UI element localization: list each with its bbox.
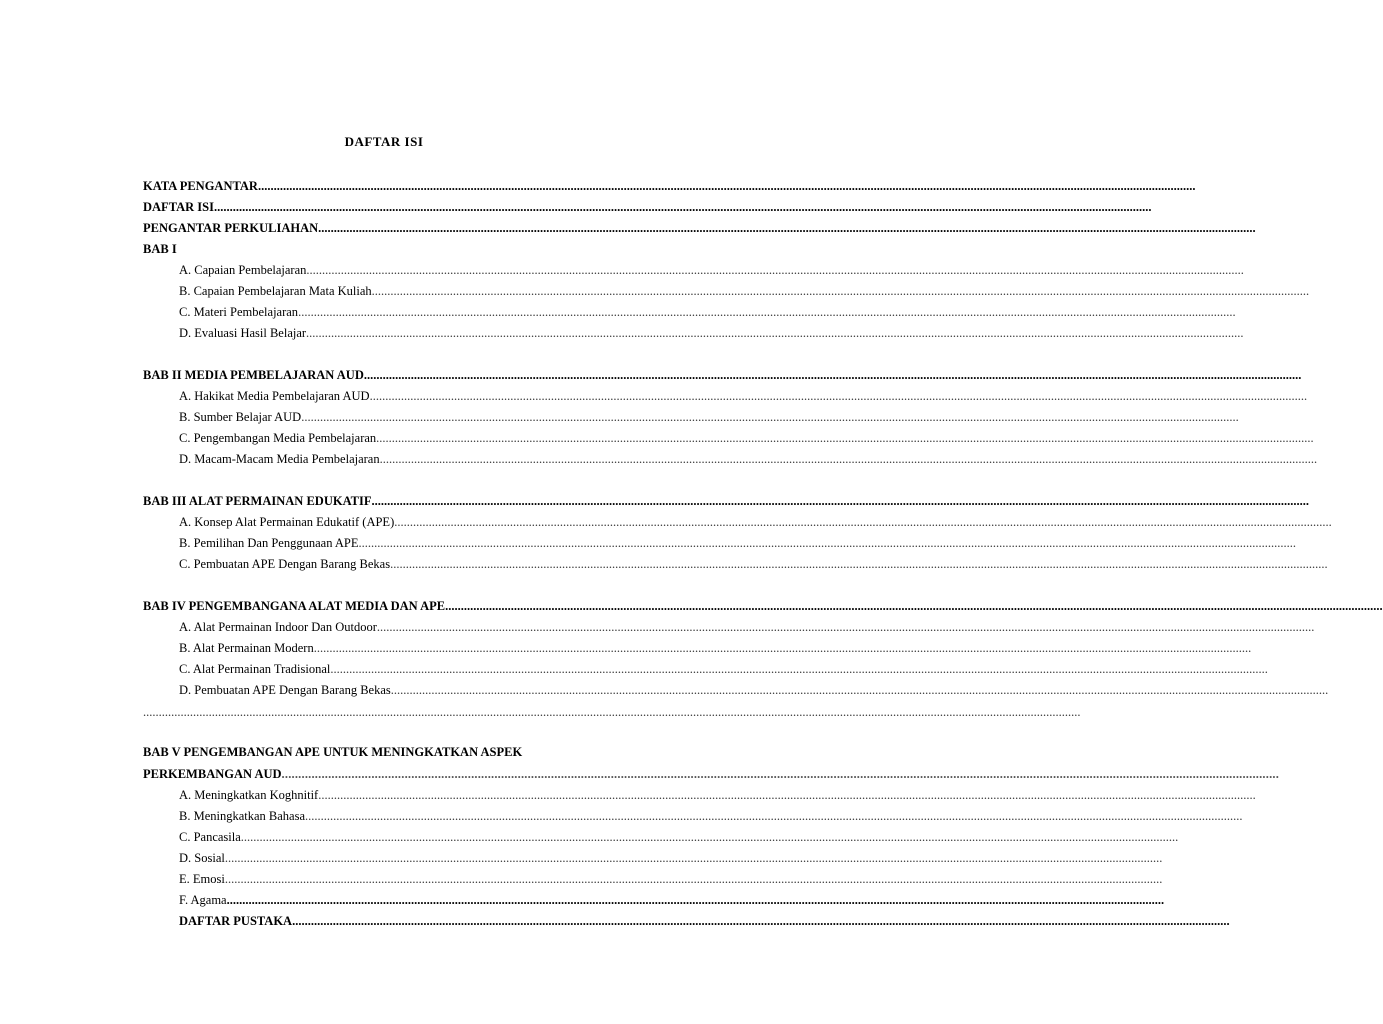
toc-entry-leader-dots: ............................................................................................................................................................................................................................................................................................................ xyxy=(306,326,1244,340)
toc-entry xyxy=(179,449,1318,469)
toc-entry-label: D. Macam-Macam Media Pembelajaran xyxy=(179,452,380,466)
toc-entry xyxy=(179,533,1296,553)
toc-entry-label: PERKEMBANGAN AUD xyxy=(143,767,282,781)
toc-entry xyxy=(179,281,1310,301)
toc-entry-leader-dots: ............................................................................................................................................................................................................................................................................................................ xyxy=(224,851,1163,865)
toc-entry-label: B. Sumber Belajar AUD xyxy=(179,410,302,424)
toc-entry xyxy=(143,702,1081,722)
toc-entry-label: A. Capaian Pembelajaran xyxy=(179,263,307,277)
toc-entry-leader-dots: ............................................................................................................................................................................................................................................................................................................ xyxy=(143,705,1081,719)
toc-entry-label: BAB IV PENGEMBANGANA ALAT MEDIA DAN APE xyxy=(143,599,446,613)
toc-entry-label: KATA PENGANTAR xyxy=(143,179,258,193)
toc-entry-leader-dots: ............................................................................................................................................................................................................................................................................................................ xyxy=(363,368,1302,382)
toc-entry xyxy=(179,554,1328,574)
toc-entry xyxy=(143,365,1302,385)
toc-entry xyxy=(143,239,675,259)
toc-entry-label: PENGANTAR PERKULIAHAN xyxy=(143,221,319,235)
toc-entry-leader-dots: ............................................................................................................................................................................................................................................................................................................ xyxy=(298,305,1236,319)
toc-entry-leader-dots: ............................................................................................................................................................................................................................................................................................................ xyxy=(445,599,1383,613)
toc-entry xyxy=(179,428,1314,448)
toc-entry-leader-dots: ............................................................................................................................................................................................................................................................................................................ xyxy=(371,494,1310,508)
toc-entry-leader-dots: ............................................................................................................................................................................................................................................................................................................ xyxy=(376,431,1314,445)
toc-entry xyxy=(143,218,1256,238)
toc-entry-leader-dots: ............................................................................................................................................................................................................................................................................................................ xyxy=(240,830,1179,844)
toc-entry-label: B. Meningkatkan Bahasa xyxy=(179,809,306,823)
toc-entry xyxy=(179,512,1332,532)
toc-entry-label: BAB I xyxy=(143,242,177,256)
toc-entry-leader-dots: ............................................................................................................................................................................................................................................................................................................ xyxy=(376,620,1315,634)
toc-entry-label: DAFTAR ISI xyxy=(143,200,214,214)
toc-entry-label: D. Evaluasi Hasil Belajar xyxy=(179,326,307,340)
toc-entry-label: C. Alat Permainan Tradisional xyxy=(179,662,331,676)
toc-entry xyxy=(179,890,1165,910)
toc-entry xyxy=(143,742,675,762)
toc-entry xyxy=(143,197,1152,217)
toc-entry xyxy=(143,176,1196,196)
toc-entry-leader-dots: ............................................................................................................................................................................................................................................................................................................ xyxy=(379,452,1318,466)
toc-entry-label: B. Capaian Pembelajaran Mata Kuliah xyxy=(179,284,372,298)
toc-entry-label: A. Meningkatkan Koghnitif xyxy=(179,788,319,802)
toc-entry-leader-dots: ............................................................................................................................................................................................................................................................................................................ xyxy=(292,914,1230,928)
toc-entry-label: A. Hakikat Media Pembelajaran AUD xyxy=(179,389,370,403)
toc-entry xyxy=(179,785,1256,805)
toc-entry xyxy=(179,407,1239,427)
toc-entry xyxy=(179,638,1252,658)
toc-entry-leader-dots: ............................................................................................................................................................................................................................................................................................................ xyxy=(226,893,1165,907)
toc-entry-leader-dots: ............................................................................................................................................................................................................................................................................................................ xyxy=(313,641,1252,655)
toc-entry-leader-dots: ............................................................................................................................................................................................................................................................................................................ xyxy=(305,809,1243,823)
toc-entry-label: B. Alat Permainan Modern xyxy=(179,641,314,655)
toc-entry-leader-dots: ............................................................................................................................................................................................................................................................................................................ xyxy=(394,515,1332,529)
toc-entry-label: B. Pemilihan Dan Penggunaan APE xyxy=(179,536,359,550)
toc-entry xyxy=(179,827,1179,847)
toc-entry-leader-dots: ............................................................................................................................................................................................................................................................................................................ xyxy=(281,767,1280,781)
toc-entry xyxy=(179,617,1315,637)
toc-entry xyxy=(179,323,1244,343)
toc-entry-leader-dots: ............................................................................................................................................................................................................................................................................................................ xyxy=(358,536,1296,550)
toc-entry xyxy=(179,302,1236,322)
toc-entry-leader-dots: ............................................................................................................................................................................................................................................................................................................ xyxy=(306,263,1244,277)
toc-entry-label: C. Pembuatan APE Dengan Barang Bekas xyxy=(179,557,391,571)
toc-entry xyxy=(179,869,1163,889)
toc-entry-label: D. Sosial xyxy=(179,851,225,865)
toc-entry xyxy=(143,596,1383,616)
toc-entry xyxy=(179,386,1308,406)
toc-entry xyxy=(179,848,1163,868)
toc-entry-leader-dots: ............................................................................................................................................................................................................................................................................................................ xyxy=(213,200,1152,214)
toc-entry-label: BAB II MEDIA PEMBELAJARAN AUD xyxy=(143,368,364,382)
toc-entry-leader-dots: ............................................................................................................................................................................................................................................................................................................ xyxy=(301,410,1239,424)
toc-entry-leader-dots: ............................................................................................................................................................................................................................................................................................................ xyxy=(318,221,1256,235)
toc-entry-leader-dots: ............................................................................................................................................................................................................................................................................................................ xyxy=(224,872,1163,886)
toc-entry xyxy=(143,491,1310,511)
toc-entry-label: E. Emosi xyxy=(179,872,225,886)
toc-entry xyxy=(179,659,1268,679)
toc-entry-label: C. Pancasila xyxy=(179,830,241,844)
toc-entry-leader-dots: ............................................................................................................................................................................................................................................................................................................ xyxy=(371,284,1310,298)
toc-entry-label: C. Materi Pembelajaran xyxy=(179,305,299,319)
toc-entry-label: BAB III ALAT PERMAINAN EDUKATIF xyxy=(143,494,372,508)
toc-entry-label: C. Pengembangan Media Pembelajaran xyxy=(179,431,377,445)
toc-entry-label: BAB V PENGEMBANGAN APE UNTUK MENINGKATKAN ASPEK xyxy=(143,745,523,759)
toc-entry xyxy=(179,911,1230,931)
toc-entry xyxy=(143,764,1280,784)
toc-entry xyxy=(179,260,1244,280)
toc-entry-leader-dots: ............................................................................................................................................................................................................................................................................................................ xyxy=(257,179,1196,193)
toc-entry-label: D. Pembuatan APE Dengan Barang Bekas xyxy=(179,683,391,697)
toc-entry-label: A. Alat Permainan Indoor Dan Outdoor xyxy=(179,620,377,634)
toc-entry-leader-dots: ............................................................................................................................................................................................................................................................................................................ xyxy=(390,683,1329,697)
toc-entry-leader-dots: ............................................................................................................................................................................................................................................................................................................ xyxy=(330,662,1268,676)
toc-entry-label: F. Agama xyxy=(179,893,227,907)
toc-entry-leader-dots: ............................................................................................................................................................................................................................................................................................................ xyxy=(318,788,1256,802)
toc-entry-label: DAFTAR PUSTAKA xyxy=(179,914,293,928)
toc-entry-leader-dots: ............................................................................................................................................................................................................................................................................................................ xyxy=(390,557,1328,571)
toc-entry xyxy=(179,806,1243,826)
toc-entry-leader-dots: ............................................................................................................................................................................................................................................................................................................ xyxy=(369,389,1308,403)
toc-entry xyxy=(179,680,1329,700)
page-title: DAFTAR ISI xyxy=(344,134,424,149)
toc-entry-label: A. Konsep Alat Permainan Edukatif (APE) xyxy=(179,515,395,529)
